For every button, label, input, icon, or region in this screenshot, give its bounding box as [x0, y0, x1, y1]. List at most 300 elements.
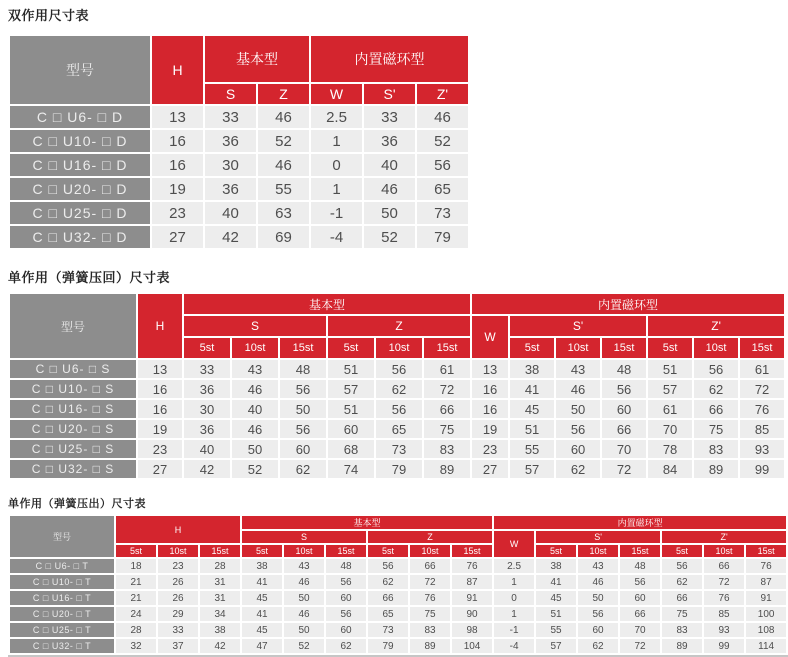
- value-cell: 72: [602, 460, 646, 478]
- value-cell: 66: [662, 591, 702, 605]
- model-cell: C □ U6- □ T: [10, 559, 114, 573]
- table-row: [10, 106, 468, 128]
- spring-return-table-body: [10, 360, 784, 478]
- value-cell: 52: [364, 226, 415, 248]
- value-cell: -1: [311, 202, 362, 224]
- value-cell: 76: [746, 559, 786, 573]
- value-cell: 78: [648, 440, 692, 458]
- value-cell: 41: [242, 575, 282, 589]
- value-cell: 57: [536, 639, 576, 653]
- value-cell: 56: [376, 400, 422, 418]
- stroke-header: 10st: [704, 545, 744, 557]
- value-cell: 40: [205, 202, 256, 224]
- stroke-header: 5st: [536, 545, 576, 557]
- value-cell: 63: [258, 202, 309, 224]
- value-cell: 36: [205, 130, 256, 152]
- value-cell: 61: [648, 400, 692, 418]
- table-row: [10, 559, 786, 573]
- w-column-header: W: [472, 316, 508, 358]
- model-cell: C □ U10- □ T: [10, 575, 114, 589]
- value-cell: 50: [364, 202, 415, 224]
- spring-return-table-header: [10, 294, 784, 358]
- double-acting-table-header: [10, 36, 468, 104]
- value-cell: 91: [452, 591, 492, 605]
- stroke-header: 5st: [510, 338, 554, 358]
- value-cell: 75: [410, 607, 450, 621]
- stroke-header: 10st: [556, 338, 600, 358]
- value-cell: 50: [280, 400, 326, 418]
- value-cell: 60: [556, 440, 600, 458]
- stroke-header: 10st: [232, 338, 278, 358]
- value-cell: 57: [648, 380, 692, 398]
- value-cell: 62: [368, 575, 408, 589]
- value-cell: 38: [242, 559, 282, 573]
- model-cell: C □ U6- □ S: [10, 360, 136, 378]
- value-cell: 50: [284, 591, 324, 605]
- double-acting-title: 双作用尺寸表: [8, 8, 90, 23]
- value-cell: 60: [328, 420, 374, 438]
- value-cell: 79: [417, 226, 468, 248]
- value-cell: -4: [311, 226, 362, 248]
- z-prime-column-header: Z': [417, 84, 468, 104]
- value-cell: 62: [662, 575, 702, 589]
- value-cell: 43: [284, 559, 324, 573]
- value-cell: 57: [328, 380, 374, 398]
- value-cell: 56: [280, 420, 326, 438]
- value-cell: 93: [740, 440, 784, 458]
- magnet-type-group-header: 内置磁环型: [311, 36, 468, 82]
- value-cell: 46: [258, 154, 309, 176]
- value-cell: 26: [158, 575, 198, 589]
- table-row: [10, 400, 784, 418]
- table-row: [10, 639, 786, 653]
- value-cell: 83: [410, 623, 450, 637]
- value-cell: 60: [578, 623, 618, 637]
- value-cell: 23: [138, 440, 182, 458]
- table-row: [10, 607, 786, 621]
- value-cell: 90: [452, 607, 492, 621]
- value-cell: 62: [376, 380, 422, 398]
- value-cell: 19: [472, 420, 508, 438]
- value-cell: 65: [368, 607, 408, 621]
- value-cell: 46: [364, 178, 415, 200]
- model-column-header: 型号: [10, 36, 150, 104]
- value-cell: 79: [376, 460, 422, 478]
- value-cell: 30: [205, 154, 256, 176]
- value-cell: 66: [368, 591, 408, 605]
- value-cell: 74: [328, 460, 374, 478]
- value-cell: 46: [258, 106, 309, 128]
- value-cell: 33: [158, 623, 198, 637]
- value-cell: 23: [158, 559, 198, 573]
- value-cell: 27: [472, 460, 508, 478]
- value-cell: 51: [328, 400, 374, 418]
- value-cell: 83: [694, 440, 738, 458]
- spring-extend-table: [8, 514, 788, 657]
- value-cell: 13: [472, 360, 508, 378]
- value-cell: 41: [536, 575, 576, 589]
- s-prime-group-header: S': [536, 531, 660, 543]
- value-cell: 70: [620, 623, 660, 637]
- h-column-header: H: [152, 36, 203, 104]
- value-cell: 34: [200, 607, 240, 621]
- value-cell: 1: [311, 130, 362, 152]
- value-cell: 65: [376, 420, 422, 438]
- table-row: [10, 130, 468, 152]
- value-cell: 114: [746, 639, 786, 653]
- value-cell: 50: [232, 440, 278, 458]
- stroke-header: 10st: [376, 338, 422, 358]
- s-column-header: S: [205, 84, 256, 104]
- value-cell: 51: [536, 607, 576, 621]
- s-prime-column-header: S': [364, 84, 415, 104]
- stroke-header: 15st: [602, 338, 646, 358]
- model-cell: C □ U32- □ T: [10, 639, 114, 653]
- value-cell: 55: [258, 178, 309, 200]
- h-group-header: H: [116, 516, 240, 543]
- table-row: [10, 591, 786, 605]
- stroke-header: 10st: [694, 338, 738, 358]
- value-cell: 79: [368, 639, 408, 653]
- stroke-header: 15st: [326, 545, 366, 557]
- value-cell: 56: [556, 420, 600, 438]
- value-cell: 21: [116, 575, 156, 589]
- value-cell: 56: [368, 559, 408, 573]
- value-cell: 66: [694, 400, 738, 418]
- value-cell: 84: [648, 460, 692, 478]
- stroke-header: 15st: [424, 338, 470, 358]
- value-cell: 19: [152, 178, 203, 200]
- magnet-type-group-header: 内置磁环型: [472, 294, 784, 314]
- value-cell: 13: [138, 360, 182, 378]
- value-cell: 0: [494, 591, 534, 605]
- value-cell: 30: [184, 400, 230, 418]
- value-cell: 89: [694, 460, 738, 478]
- value-cell: 89: [424, 460, 470, 478]
- stroke-header: 5st: [184, 338, 230, 358]
- value-cell: 24: [116, 607, 156, 621]
- model-cell: C □ U20- □ D: [10, 178, 150, 200]
- value-cell: 42: [184, 460, 230, 478]
- value-cell: 56: [662, 559, 702, 573]
- magnet-type-group-header: 内置磁环型: [494, 516, 786, 529]
- value-cell: 56: [578, 607, 618, 621]
- stroke-header: 15st: [740, 338, 784, 358]
- value-cell: 68: [328, 440, 374, 458]
- value-cell: 93: [704, 623, 744, 637]
- value-cell: 46: [284, 575, 324, 589]
- value-cell: 43: [578, 559, 618, 573]
- model-column-header: 型号: [10, 516, 114, 557]
- value-cell: 48: [280, 360, 326, 378]
- value-cell: 46: [578, 575, 618, 589]
- value-cell: 99: [740, 460, 784, 478]
- value-cell: 72: [424, 380, 470, 398]
- value-cell: 45: [242, 591, 282, 605]
- value-cell: 36: [364, 130, 415, 152]
- value-cell: 47: [242, 639, 282, 653]
- double-acting-table: [8, 34, 470, 250]
- table-row: [10, 380, 784, 398]
- model-column-header: 型号: [10, 294, 136, 358]
- value-cell: 56: [417, 154, 468, 176]
- value-cell: 46: [284, 607, 324, 621]
- value-cell: 73: [376, 440, 422, 458]
- value-cell: 52: [232, 460, 278, 478]
- value-cell: 100: [746, 607, 786, 621]
- value-cell: 50: [556, 400, 600, 418]
- model-cell: C □ U20- □ T: [10, 607, 114, 621]
- value-cell: 2.5: [311, 106, 362, 128]
- value-cell: 55: [536, 623, 576, 637]
- value-cell: 56: [280, 380, 326, 398]
- value-cell: 85: [704, 607, 744, 621]
- value-cell: 75: [424, 420, 470, 438]
- value-cell: 56: [694, 360, 738, 378]
- value-cell: 13: [152, 106, 203, 128]
- value-cell: 42: [205, 226, 256, 248]
- value-cell: 46: [417, 106, 468, 128]
- value-cell: 46: [556, 380, 600, 398]
- value-cell: 89: [662, 639, 702, 653]
- value-cell: -1: [494, 623, 534, 637]
- value-cell: 38: [510, 360, 554, 378]
- value-cell: 31: [200, 591, 240, 605]
- value-cell: 16: [472, 380, 508, 398]
- value-cell: -4: [494, 639, 534, 653]
- stroke-header: 5st: [662, 545, 702, 557]
- value-cell: 29: [158, 607, 198, 621]
- value-cell: 51: [328, 360, 374, 378]
- w-column-header: W: [494, 531, 534, 557]
- table-row: [10, 178, 468, 200]
- s-prime-group-header: S': [510, 316, 646, 336]
- value-cell: 37: [158, 639, 198, 653]
- h-column-header: H: [138, 294, 182, 358]
- value-cell: 76: [410, 591, 450, 605]
- z-prime-group-header: Z': [662, 531, 786, 543]
- value-cell: 42: [200, 639, 240, 653]
- value-cell: 52: [417, 130, 468, 152]
- value-cell: 55: [510, 440, 554, 458]
- value-cell: 60: [326, 623, 366, 637]
- value-cell: 62: [556, 460, 600, 478]
- stroke-header: 5st: [116, 545, 156, 557]
- value-cell: 28: [200, 559, 240, 573]
- model-cell: C □ U25- □ D: [10, 202, 150, 224]
- model-cell: C □ U32- □ D: [10, 226, 150, 248]
- value-cell: 16: [152, 154, 203, 176]
- value-cell: 16: [138, 400, 182, 418]
- stroke-header: 10st: [410, 545, 450, 557]
- spring-extend-table-header: [10, 516, 786, 557]
- value-cell: 72: [704, 575, 744, 589]
- value-cell: 73: [417, 202, 468, 224]
- value-cell: 28: [116, 623, 156, 637]
- table-row: [10, 575, 786, 589]
- table-row: [10, 202, 468, 224]
- value-cell: 62: [578, 639, 618, 653]
- model-cell: C □ U25- □ S: [10, 440, 136, 458]
- value-cell: 43: [232, 360, 278, 378]
- value-cell: 27: [152, 226, 203, 248]
- value-cell: 66: [620, 607, 660, 621]
- z-group-header: Z: [328, 316, 470, 336]
- stroke-header: 15st: [452, 545, 492, 557]
- value-cell: 87: [452, 575, 492, 589]
- value-cell: 2.5: [494, 559, 534, 573]
- model-cell: C □ U16- □ T: [10, 591, 114, 605]
- value-cell: 40: [364, 154, 415, 176]
- value-cell: 31: [200, 575, 240, 589]
- value-cell: 19: [138, 420, 182, 438]
- value-cell: 73: [368, 623, 408, 637]
- value-cell: 60: [326, 591, 366, 605]
- spring-return-title: 单作用（弹簧压回）尺寸表: [8, 270, 171, 285]
- value-cell: 41: [242, 607, 282, 621]
- model-cell: C □ U16- □ D: [10, 154, 150, 176]
- table-row: [10, 154, 468, 176]
- stroke-header: 10st: [284, 545, 324, 557]
- stroke-header: 15st: [280, 338, 326, 358]
- value-cell: 1: [494, 607, 534, 621]
- spring-return-table: [8, 292, 786, 480]
- value-cell: 61: [740, 360, 784, 378]
- stroke-header: 15st: [200, 545, 240, 557]
- value-cell: 26: [158, 591, 198, 605]
- stroke-header: 5st: [648, 338, 692, 358]
- value-cell: 75: [662, 607, 702, 621]
- table-row: [10, 420, 784, 438]
- value-cell: 48: [326, 559, 366, 573]
- value-cell: 99: [704, 639, 744, 653]
- value-cell: 46: [232, 420, 278, 438]
- value-cell: 62: [326, 639, 366, 653]
- model-cell: C □ U10- □ D: [10, 130, 150, 152]
- value-cell: 52: [258, 130, 309, 152]
- value-cell: 56: [326, 575, 366, 589]
- value-cell: 36: [205, 178, 256, 200]
- value-cell: 16: [472, 400, 508, 418]
- stroke-header: 15st: [620, 545, 660, 557]
- value-cell: 108: [746, 623, 786, 637]
- table-row: [10, 226, 468, 248]
- value-cell: 76: [740, 400, 784, 418]
- value-cell: 40: [232, 400, 278, 418]
- model-cell: C □ U16- □ S: [10, 400, 136, 418]
- model-cell: C □ U6- □ D: [10, 106, 150, 128]
- value-cell: 83: [662, 623, 702, 637]
- value-cell: 62: [694, 380, 738, 398]
- value-cell: 60: [602, 400, 646, 418]
- value-cell: 60: [620, 591, 660, 605]
- value-cell: 60: [280, 440, 326, 458]
- z-prime-group-header: Z': [648, 316, 784, 336]
- value-cell: 33: [184, 360, 230, 378]
- value-cell: 51: [648, 360, 692, 378]
- value-cell: 36: [184, 380, 230, 398]
- value-cell: 104: [452, 639, 492, 653]
- value-cell: 21: [116, 591, 156, 605]
- value-cell: 46: [232, 380, 278, 398]
- value-cell: 50: [578, 591, 618, 605]
- value-cell: 50: [284, 623, 324, 637]
- value-cell: 85: [740, 420, 784, 438]
- value-cell: 16: [152, 130, 203, 152]
- value-cell: 65: [417, 178, 468, 200]
- value-cell: 62: [280, 460, 326, 478]
- value-cell: 48: [620, 559, 660, 573]
- value-cell: 89: [410, 639, 450, 653]
- value-cell: 66: [410, 559, 450, 573]
- value-cell: 70: [648, 420, 692, 438]
- s-group-header: S: [184, 316, 326, 336]
- value-cell: 76: [452, 559, 492, 573]
- stroke-header: 5st: [242, 545, 282, 557]
- table-row: [10, 360, 784, 378]
- value-cell: 72: [620, 639, 660, 653]
- value-cell: 56: [326, 607, 366, 621]
- value-cell: 36: [184, 420, 230, 438]
- value-cell: 72: [740, 380, 784, 398]
- z-group-header: Z: [368, 531, 492, 543]
- model-cell: C □ U32- □ S: [10, 460, 136, 478]
- value-cell: 56: [602, 380, 646, 398]
- value-cell: 0: [311, 154, 362, 176]
- value-cell: 45: [510, 400, 554, 418]
- stroke-header: 5st: [368, 545, 408, 557]
- value-cell: 66: [424, 400, 470, 418]
- value-cell: 27: [138, 460, 182, 478]
- value-cell: 72: [410, 575, 450, 589]
- value-cell: 43: [556, 360, 600, 378]
- value-cell: 38: [200, 623, 240, 637]
- value-cell: 1: [311, 178, 362, 200]
- model-cell: C □ U10- □ S: [10, 380, 136, 398]
- model-cell: C □ U25- □ T: [10, 623, 114, 637]
- value-cell: 40: [184, 440, 230, 458]
- value-cell: 70: [602, 440, 646, 458]
- value-cell: 57: [510, 460, 554, 478]
- stroke-header: 10st: [578, 545, 618, 557]
- value-cell: 23: [472, 440, 508, 458]
- table-row: [10, 460, 784, 478]
- value-cell: 38: [536, 559, 576, 573]
- value-cell: 87: [746, 575, 786, 589]
- value-cell: 91: [746, 591, 786, 605]
- stroke-header: 5st: [328, 338, 374, 358]
- value-cell: 45: [242, 623, 282, 637]
- basic-type-group-header: 基本型: [242, 516, 492, 529]
- value-cell: 45: [536, 591, 576, 605]
- value-cell: 51: [510, 420, 554, 438]
- double-acting-table-body: [10, 106, 468, 248]
- value-cell: 76: [704, 591, 744, 605]
- value-cell: 56: [376, 360, 422, 378]
- value-cell: 18: [116, 559, 156, 573]
- basic-type-group-header: 基本型: [205, 36, 309, 82]
- value-cell: 98: [452, 623, 492, 637]
- value-cell: 75: [694, 420, 738, 438]
- spring-extend-title: 单作用（弹簧压出）尺寸表: [8, 498, 146, 510]
- value-cell: 83: [424, 440, 470, 458]
- w-column-header: W: [311, 84, 362, 104]
- spring-extend-table-body: [10, 559, 786, 653]
- table-row: [10, 623, 786, 637]
- value-cell: 32: [116, 639, 156, 653]
- value-cell: 41: [510, 380, 554, 398]
- value-cell: 1: [494, 575, 534, 589]
